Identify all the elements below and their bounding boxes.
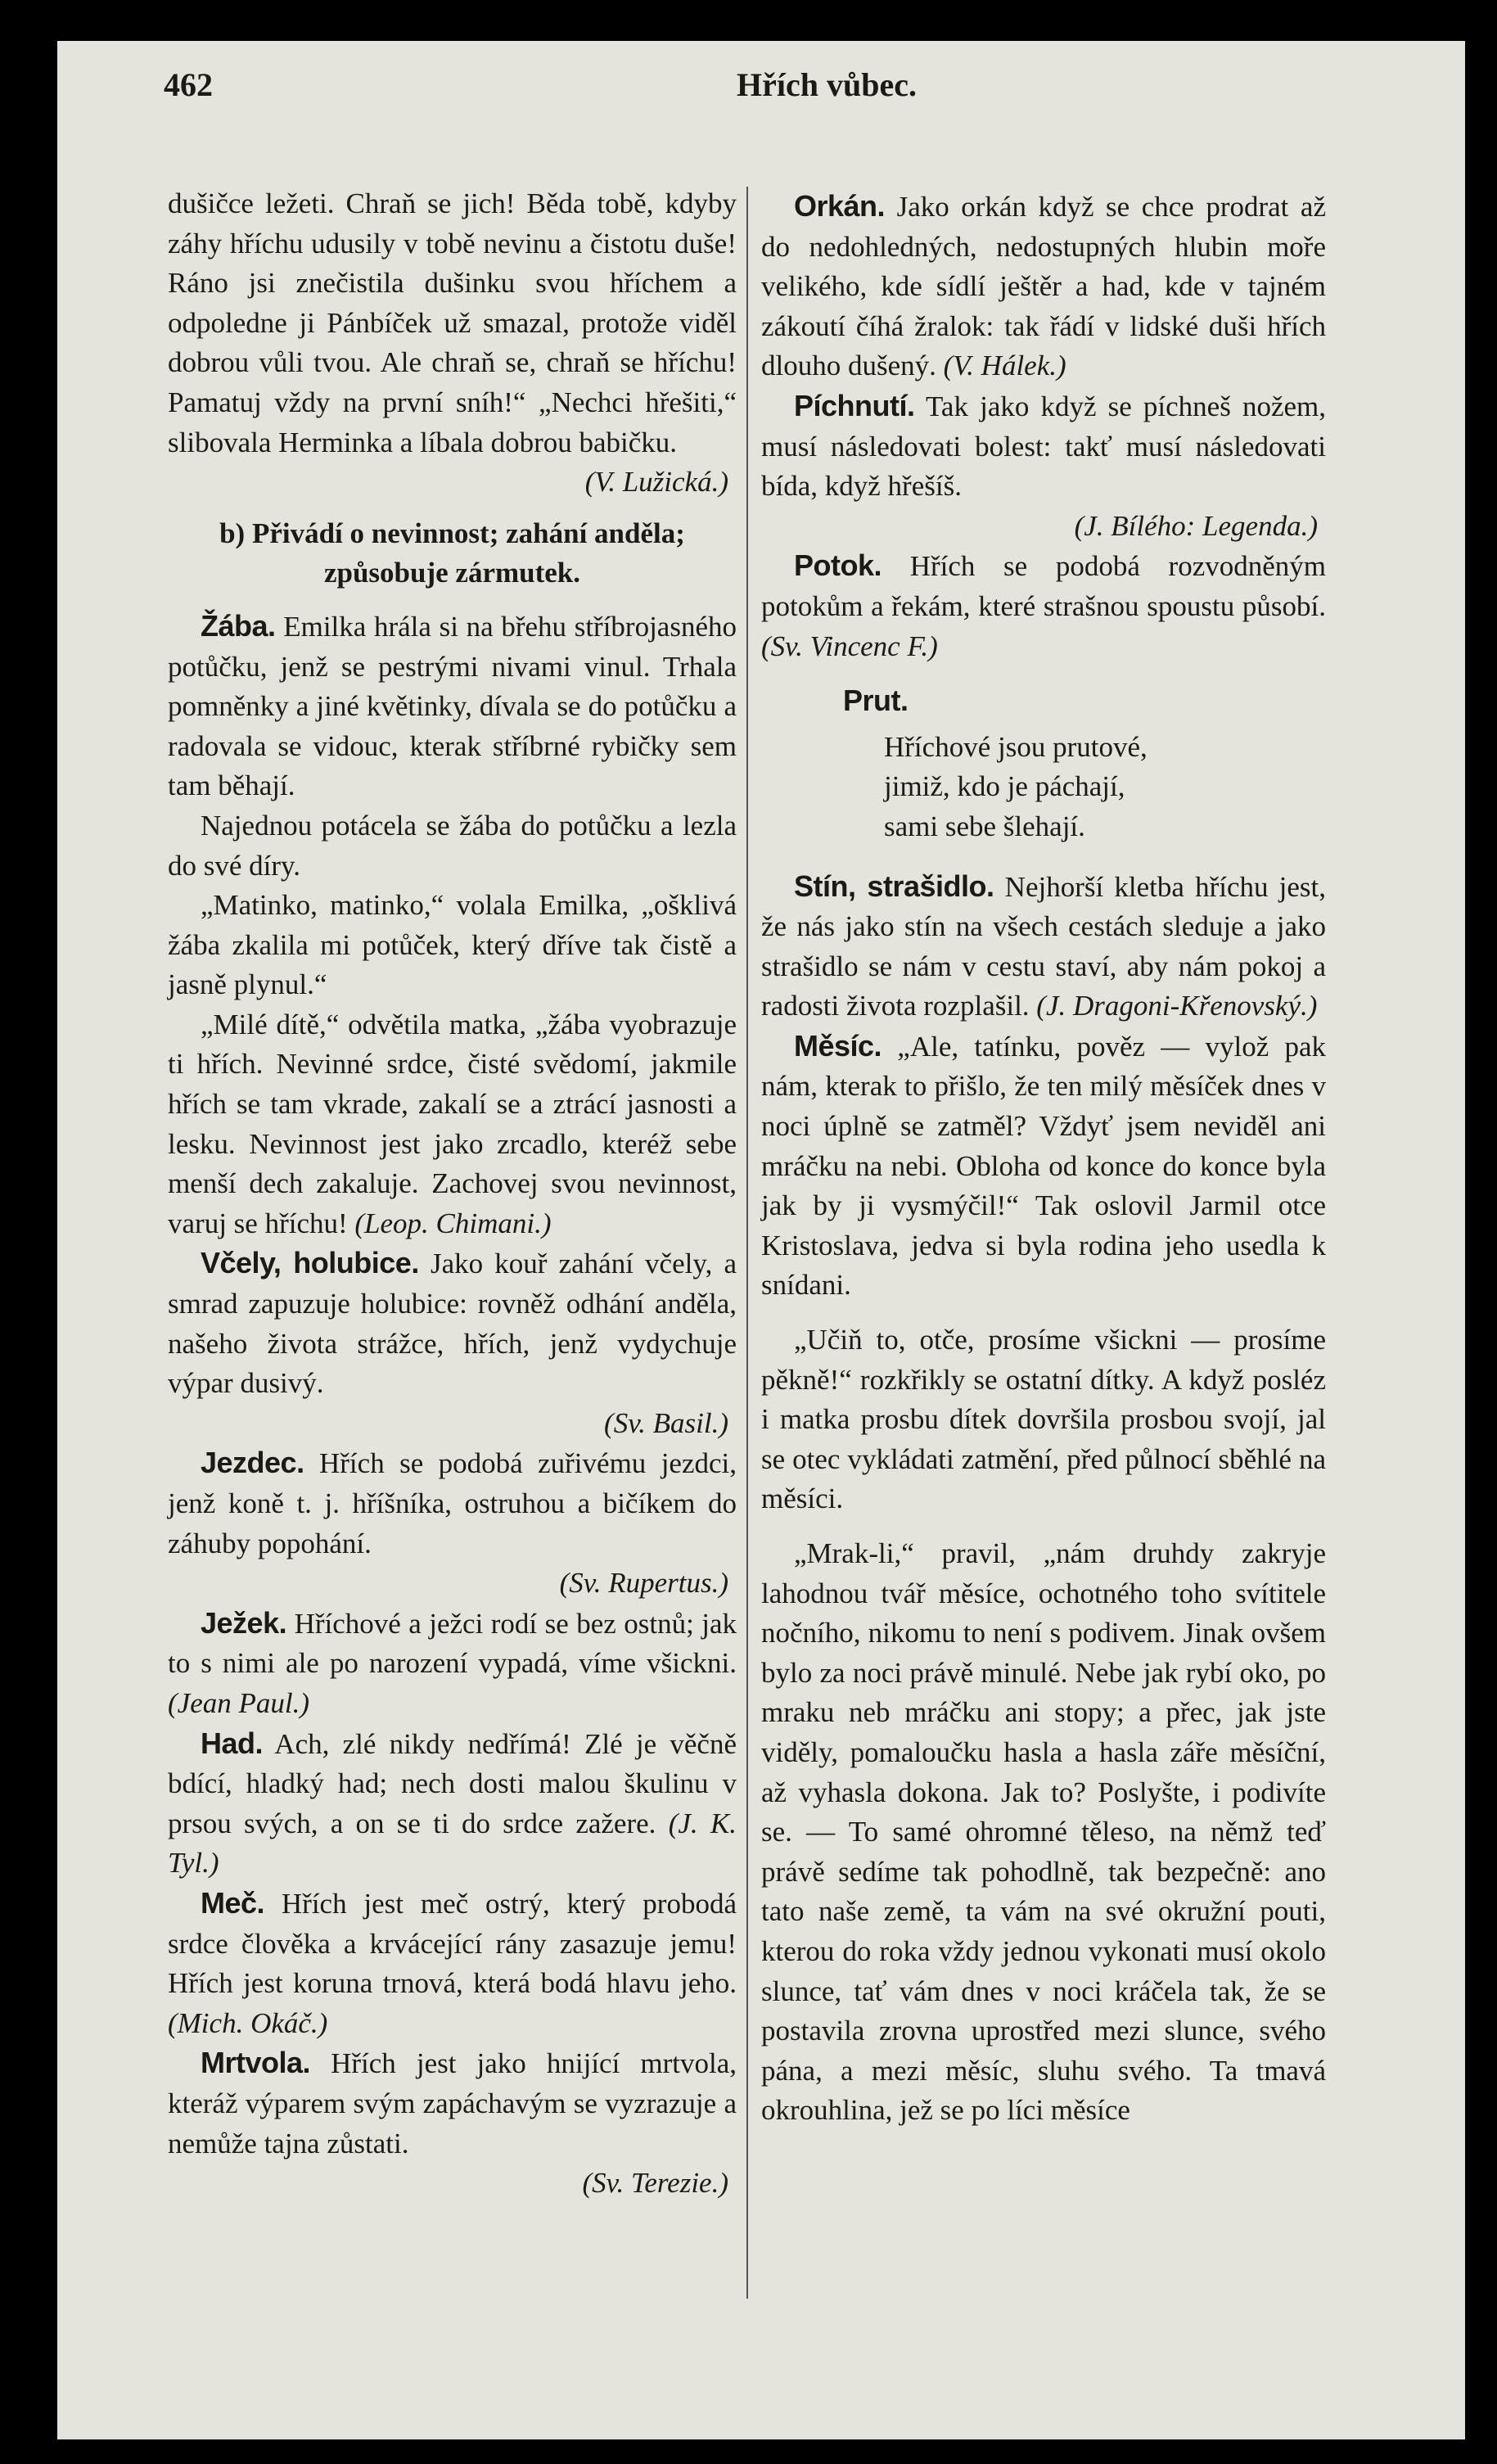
section-subheading: b) Přivádí o nevinnost; zahání anděla; způsobuje zármutek. [219,517,685,589]
attribution: (Leop. Chimani.) [354,1207,552,1239]
entry-keyword: Meč. [201,1885,265,1920]
entry-keyword: Ježek. [201,1605,287,1640]
running-title: Hřích vůbec. [737,66,917,103]
attribution: (V. Hálek.) [943,350,1066,382]
paragraph: „Mrak-li,“ pravil, „nám druhdy zakryje lahodnou tvář měsíce, ochotného toho svítitele nočního, nikomu to není s podivem. Jinak ovšem bylo za noci právě minulé. Nebe jak rybí oko, po mraku neb mráčku ani stopy; a přec, jak jste viděly, pomaloučku hasla a hasla záře měsíční, až vyhasla dokona. Jak to? Poslyšte, i podivíte se. — To samé ohromné těleso, na němž teď právě sedíme tak pohodlně, tak bezpečně: ano tato naše země, ta vám na své okružní pouti, kterou do roka vždy jednou vykonati musí okolo slunce, tať vám dnes v noci kráčela tak, že se postavila zrovna uprostřed mezi slunce, svého pána, a mezi měsíc, sluhu svého. Ta tmavá okrouhlina, jež se po líci měsíce [761,1537,1326,2127]
paragraph: „Milé dítě,“ odvětila matka, „žába vyobrazuje ti hřích. Nevinné srdce, čisté svědomí, jakmile hřích se tam vkrade, zakalí se a ztrácí jasnosti a lesku. Nevinnost jest jako zrcadlo, kteréž sebe menší dech zakaluje. Zachovej svou nevinnost, varuj se hříchu! (Leop. Chimani.) [168,1008,737,1239]
entry-jezek: Ježek. Hříchové a ježci rodí se bez ostnů; jak to s nimi ale po narození vypadá, víme všickni. (Jean Paul.) [168,1605,737,1719]
poem-line: jimiž, kdo je páchají, [884,770,1125,803]
right-column [761,187,1326,2131]
attribution: (J. Bílého: Legenda.) [1074,509,1318,542]
attribution: (Sv. Basil.) [604,1406,728,1439]
attribution: (Sv. Rupertus.) [559,1567,728,1600]
poem-line: Hříchové jsou prutové, [884,730,1148,763]
attribution: (J. K. Tyl.) [168,1807,737,1880]
entry-potok: Potok. Hřích se podobá rozvodněným potokům a řekám, které strašnou spoustu působí. (Sv. Vincenc F.) [761,548,1326,662]
paragraph: Najednou potácela se žába do potůčku a lezla do své díry. [168,809,737,882]
entry-had: Had. Ach, zlé nikdy nedřímá! Zlé je věčně bdící, hladký had; nech dosti malou škulinu v prsou svých, a on se ti do srdce zažere. (J. K. Tyl.) [168,1726,737,1880]
entry-mec: Meč. Hřích jest meč ostrý, který probodá srdce člověka a krvácející rány zasazuje jemu! Hřích jest koruna trnová, která bodá hlavu jeho. (Mich. Okáč.) [168,1885,737,2039]
entry-keyword: Had. [201,1726,264,1760]
running-header [164,65,1252,123]
entry-keyword: Měsíc. [794,1028,882,1063]
entry-keyword: Prut. [843,684,909,718]
attribution: (Mich. Okáč.) [168,2006,328,2039]
attribution: (V. Lužická.) [584,466,728,499]
entry-keyword: Stín, strašidlo. [794,869,994,903]
entry-jezdec: Jezdec. Hřích se podobá zuřivému jezdci, jenž koně t. j. hříšníka, ostruhou a bičíkem do záhuby popohání. [168,1446,737,1559]
attribution: (Sv. Terezie.) [582,2167,728,2200]
entry-keyword: Píchnutí. [794,388,915,422]
poem [884,728,1326,847]
left-column [168,184,737,2204]
entry-keyword: Potok. [794,548,882,583]
entry-vcely: Včely, holubice. Jako kouř zahání včely, a smrad zapuzuje holubice: rovněž odhání anděla, našeho života strážce, hřích, jenž vydychuje výpar dusivý. [168,1246,737,1400]
attribution: (Jean Paul.) [168,1686,309,1719]
entry-keyword: Včely, holubice. [201,1246,419,1280]
entry-keyword: Mrtvola. [201,2046,311,2080]
entry-keyword: Žába. [201,608,276,643]
entry-orkan: Orkán. Jako orkán když se chce prodrat až do nedohledných, nedostupných hlubin moře velikého, kde sídlí ještěr a had, kde v tajném zákoutí číhá žralok: tak řádí v lidské duši hřích dlouho dušený. (V. Hálek.) [761,189,1327,382]
attribution: (J. Dragoni-Křenovský.) [1036,990,1318,1022]
entry-keyword: Orkán. [794,189,886,223]
entry-mrtvola: Mrtvola. Hřích jest jako hnijící mrtvola, kteráž výparem svým zapáchavým se vyzrazuje a nemůže tajna zůstati. [168,2046,737,2159]
page-number: 462 [164,66,213,103]
entry-mesic: Měsíc. „Ale, tatínku, pověz — vylož pak nám, kterak to přišlo, že ten milý měsíček dnes v noci úplně se zatměl? Vždyť jsem neviděl ani mráčku na nebi. Obloha od konce do konce byla jak by ji vysmýčil!“ Tak oslovil Jarmil otce Kristoslava, jedva si byla rodina jeho usedla k snídani. [761,1028,1327,1302]
poem-line: sami sebe šlehají. [884,810,1085,842]
paragraph: „Učiň to, otče, prosíme všickni — prosíme pěkně!“ rozkřikly se ostatní dítky. A když posléz i matka prosbu dítek dovršila prosbou svojí, jal se otec vykládati zatmění, před půlnocí sběhlé na měsíci. [761,1324,1326,1515]
entry-keyword: Jezdec. [201,1446,304,1480]
paragraph: dušičce ležeti. Chraň se jich! Běda tobě, kdyby záhy hříchu udusily v tobě nevinu a čistotu duše! Ráno jsi znečistila dušinku svou hříchem a odpoledne ji Pánbíček už smazal, protože viděl dobrou vůli tvou. Ale chraň se, chraň se hříchu! Pamatuj vždy na první sníh!“ „Nechci hřešiti,“ slibovala Herminka a líbala dobrou babičku. [168,187,737,458]
entry-zaba: Žába. Emilka hrála si na břehu stříbrojasného potůčku, jenž se pestrými nivami vinul. Trhala pomněnky a jiné květinky, dívala se do potůčku a radovala se vidouc, kterak stříbrné rybičky sem tam běhají. [168,608,737,802]
entry-stin: Stín, strašidlo. Nejhorší kletba hříchu jest, že nás jako stín na všech cestách sleduje a jako strašidlo se nám v cestu staví, aby nám pokoj a radosti života rozplašil. (J. Dragoni-Křenovský.) [761,869,1327,1022]
entry-pichnuti: Píchnutí. Tak jako když se píchneš nožem, musí následovati bolest: takť musí následovati bída, když hřešíš. [761,388,1326,503]
paragraph: „Matinko, matinko,“ volala Emilka, „ošklivá žába zkalila mi potůček, který dříve tak čistě a jasně plynul.“ [168,889,737,1001]
column-divider [746,187,748,2299]
attribution: (Sv. Vincenc F.) [761,630,938,662]
